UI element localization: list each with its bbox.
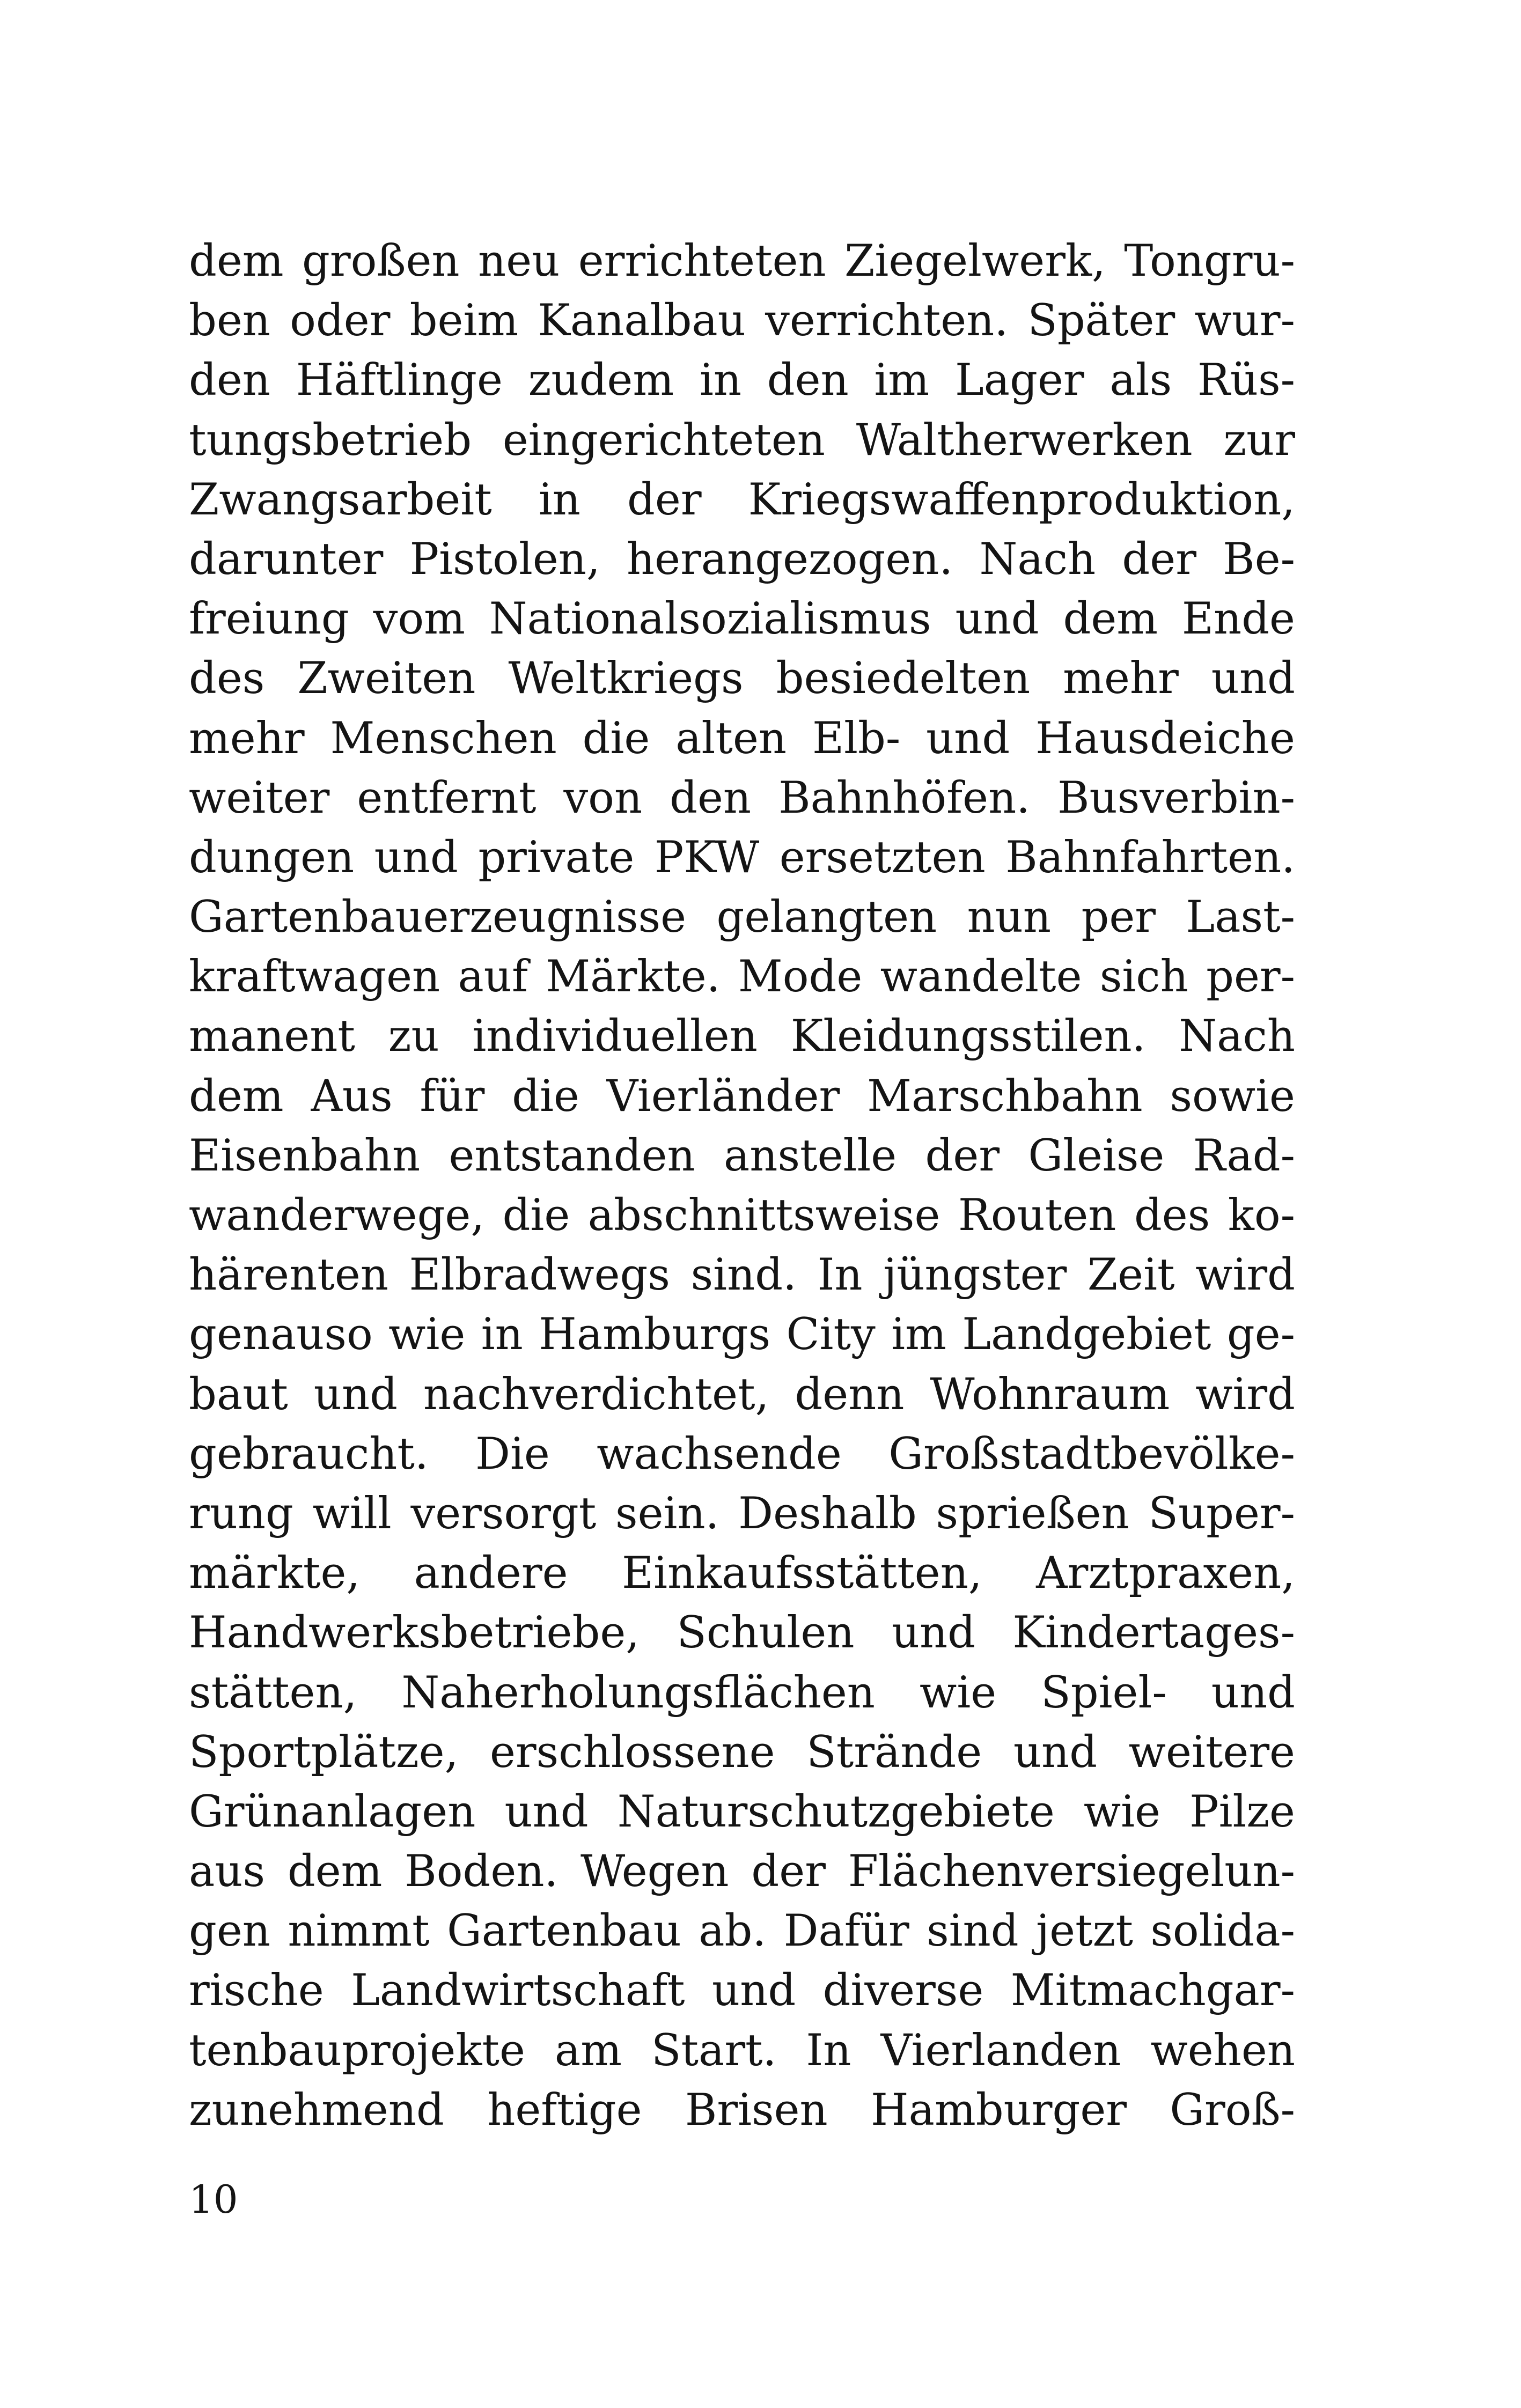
text-line: manent zu individuellen Kleidungsstilen. Nach bbox=[189, 1011, 1295, 1062]
text-line: Eisenbahn entstanden anstelle der Gleise Rad- bbox=[189, 1130, 1295, 1181]
text-line: ben oder beim Kanalbau verrichten. Später wur- bbox=[189, 296, 1295, 347]
text-line: märkte, andere Einkaufsstätten, Arztpraxen, bbox=[189, 1548, 1295, 1599]
text-line: Sportplätze, erschlossene Strände und weitere bbox=[189, 1727, 1295, 1778]
text-line: weiter entfernt von den Bahnhöfen. Busverbin- bbox=[189, 772, 1295, 823]
text-line: Grünanlagen und Naturschutzgebiete wie Pilze bbox=[189, 1786, 1295, 1837]
text-line: baut und nachverdichtet, denn Wohnraum wird bbox=[189, 1369, 1295, 1420]
text-line: des Zweiten Weltkriegs besiedelten mehr und bbox=[189, 653, 1295, 704]
text-line: tungsbetrieb eingerichteten Waltherwerken zur bbox=[189, 415, 1295, 466]
text-line: mehr Menschen die alten Elb- und Hausdeiche bbox=[189, 713, 1295, 764]
text-line: tenbauprojekte am Start. In Vierlanden wehen bbox=[189, 2025, 1295, 2076]
text-line: wanderwege, die abschnittsweise Routen des ko- bbox=[189, 1190, 1295, 1241]
text-line: rung will versorgt sein. Deshalb sprießen Super- bbox=[189, 1488, 1295, 1539]
text-line: dem Aus für die Vierländer Marschbahn sowie bbox=[189, 1071, 1295, 1122]
body-text bbox=[189, 232, 1295, 2140]
text-line: rische Landwirtschaft und diverse Mitmachgar- bbox=[189, 1965, 1295, 2016]
text-line: den Häftlinge zudem in den im Lager als Rüs- bbox=[189, 355, 1295, 406]
text-line: gen nimmt Gartenbau ab. Dafür sind jetzt solida- bbox=[189, 1906, 1295, 1957]
text-line: darunter Pistolen, herangezogen. Nach der Be- bbox=[189, 534, 1295, 585]
text-line: härenten Elbradwegs sind. In jüngster Zeit wird bbox=[189, 1250, 1295, 1301]
text-line: genauso wie in Hamburgs City im Landgebiet ge- bbox=[189, 1309, 1295, 1360]
text-line: freiung vom Nationalsozialismus und dem Ende bbox=[189, 594, 1295, 645]
text-line: dungen und private PKW ersetzten Bahnfahrten. bbox=[189, 832, 1295, 883]
text-line: kraftwagen auf Märkte. Mode wandelte sich per- bbox=[189, 952, 1295, 1003]
text-line: gebraucht. Die wachsende Großstadtbevölke- bbox=[189, 1428, 1295, 1479]
text-line: zunehmend heftige Brisen Hamburger Groß- bbox=[189, 2085, 1295, 2135]
text-line: Zwangsarbeit in der Kriegswaffenproduktion, bbox=[189, 474, 1295, 525]
text-line: Gartenbauerzeugnisse gelangten nun per Last- bbox=[189, 892, 1295, 943]
text-line: stätten, Naherholungsflächen wie Spiel- und bbox=[189, 1667, 1295, 1718]
text-line: dem großen neu errichteten Ziegelwerk, Tongru- bbox=[189, 236, 1295, 286]
text-line: aus dem Boden. Wegen der Flächenversiegelun- bbox=[189, 1846, 1295, 1897]
text-line: Handwerksbetriebe, Schulen und Kindertages- bbox=[189, 1608, 1295, 1659]
page-number: 10 bbox=[189, 2177, 238, 2222]
